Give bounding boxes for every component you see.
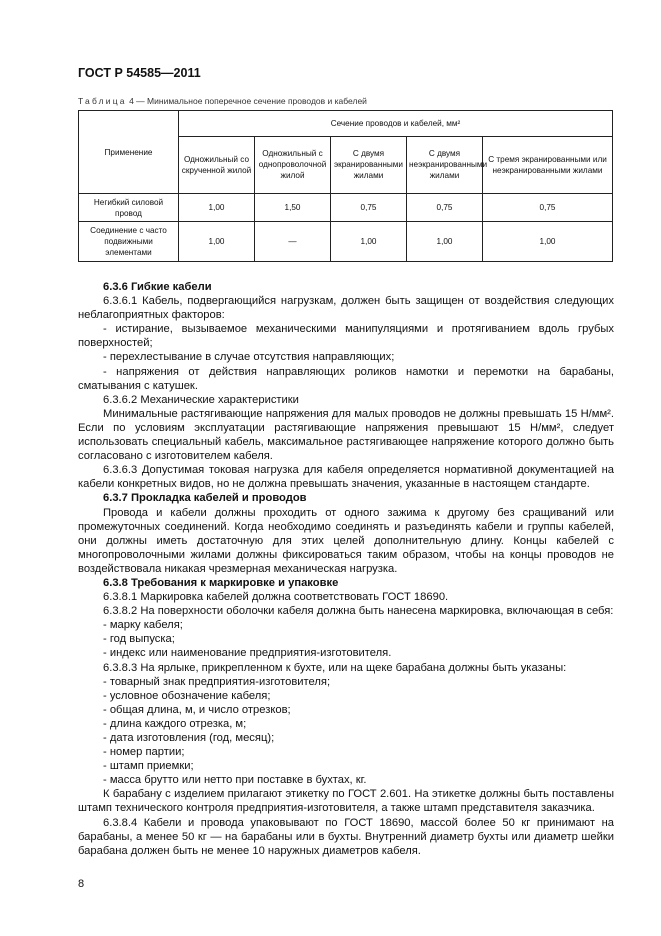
- paragraph: 6.3.8.2 На поверхности оболочки кабеля должна быть нанесена маркировка, включающая в себя:: [103, 605, 614, 618]
- column-header: С двумя экранированными жилами: [331, 136, 407, 193]
- table-row: [79, 194, 613, 222]
- row-application: Негибкий силовой провод: [79, 194, 179, 222]
- table-cell: 1,00: [331, 222, 407, 262]
- column-header: Одножильный со скрученной жилой: [179, 136, 255, 193]
- column-header-application: Применение: [79, 111, 179, 194]
- column-header: Одножильный с однопроволочной жилой: [255, 136, 331, 193]
- paragraph: Минимальные растягивающие напряжения для малых проводов не должны превышать 15 Н/мм². Если по условиям эксплуатации растягивающие напряжения превышают 15 Н/мм², следует использовать специальный кабель, максимальное растягивающее напряжение которого должно быть согласовано с изготовителем кабеля.: [78, 407, 614, 463]
- table-header-row: [79, 111, 613, 137]
- paragraph: 6.3.6.2 Механические характеристики: [103, 393, 299, 406]
- table-cell: 1,00: [179, 222, 255, 262]
- list-item: - марку кабеля;: [103, 619, 183, 632]
- list-item: - условное обозначение кабеля;: [103, 689, 271, 702]
- paragraph: 6.3.8.1 Маркировка кабелей должна соответствовать ГОСТ 18690.: [103, 591, 449, 604]
- paragraph: 6.3.6.3 Допустимая токовая нагрузка для кабеля определяется нормативной документацией на кабели конкретных видов, но не должна превышать значения, указанные в настоящем стандарте.: [78, 464, 614, 491]
- paragraph: 6.3.6.1 Кабель, подвергающийся нагрузкам, должен быть защищен от воздействия следующих неблагоприятных факторов:: [78, 295, 614, 322]
- list-item: - истирание, вызываемое механическими манипуляциями и протягиванием вдоль грубых поверхностей;: [78, 323, 614, 350]
- section-heading: 6.3.8 Требования к маркировке и упаковке: [103, 576, 339, 589]
- page-header: ГОСТ Р 54585—2011: [78, 66, 201, 80]
- table-row: [79, 222, 613, 262]
- list-item: - номер партии;: [103, 746, 185, 759]
- table-cell: 0,75: [407, 194, 483, 222]
- page-number: 8: [78, 878, 85, 890]
- list-item: - штамп приемки;: [103, 760, 194, 773]
- wire-section-table: [78, 110, 613, 262]
- row-application: Соединение с часто подвижными элементами: [79, 222, 179, 262]
- column-header-section: Сечение проводов и кабелей, мм²: [179, 111, 613, 137]
- column-header: С двумя неэкранированными жилами: [407, 136, 483, 193]
- section-heading: 6.3.7 Прокладка кабелей и проводов: [103, 492, 307, 505]
- list-item: - длина каждого отрезка, м;: [103, 717, 247, 730]
- list-item: - товарный знак предприятия-изготовителя;: [103, 675, 331, 688]
- list-item: - напряжения от действия направляющих роликов намотки и перемотки на барабаны, сматывания с катушек.: [78, 365, 614, 392]
- table-cell: 1,00: [407, 222, 483, 262]
- table-cell: 0,75: [331, 194, 407, 222]
- list-item: - дата изготовления (год, месяц);: [103, 732, 275, 744]
- section-heading: 6.3.6 Гибкие кабели: [103, 281, 212, 293]
- list-item: - перехлестывание в случае отсутствия направляющих;: [103, 351, 395, 364]
- table-cell: 0,75: [483, 194, 613, 222]
- table-cell: 1,00: [483, 222, 613, 262]
- table-cell: —: [255, 222, 331, 262]
- table-cell: 1,00: [179, 194, 255, 222]
- list-item: - индекс или наименование предприятия-изготовителя.: [103, 647, 392, 660]
- table-caption-text: 4 — Минимальное поперечное сечение проводов и кабелей: [126, 96, 367, 106]
- paragraph: Провода и кабели должны проходить от одного зажима к другому без сращиваний или промежуточных соединений. Когда необходимо соединять и разъединять кабели и группы кабелей, они должны иметь достаточную для этих целей дополнительную длину. Концы кабелей с многопроволочными жилами должны фиксироваться таким образом, чтобы на концы проводов не воздействовала никакая чрезмерная механическая нагрузка.: [78, 506, 614, 575]
- column-header: С тремя экранированными или неэкранированными жилами: [483, 136, 613, 193]
- paragraph: К барабану с изделием прилагают этикетку по ГОСТ 2.601. На этикетке должны быть поставлены штамп технического контроля предприятия-изготовителя, а также штамп представителя заказчика.: [78, 788, 614, 815]
- list-item: - год выпуска;: [103, 633, 175, 646]
- paragraph: 6.3.8.3 На ярлыке, прикрепленном к бухте, или на щеке барабана должны быть указаны:: [103, 661, 567, 674]
- table-caption-label: Таблица: [78, 96, 127, 106]
- list-item: - общая длина, м, и число отрезков;: [103, 703, 291, 716]
- list-item: - масса брутто или нетто при поставке в бухтах, кг.: [103, 774, 367, 787]
- table-cell: 1,50: [255, 194, 331, 222]
- table-caption: [78, 96, 367, 106]
- paragraph: 6.3.8.4 Кабели и провода упаковывают по ГОСТ 18690, массой более 50 кг принимают на барабаны, а менее 50 кг — на барабаны или в бухты. Внутренний диаметр бухты или диаметр шейки барабана должен быть не менее 10 наружных диаметров кабеля.: [78, 816, 614, 857]
- body-text: [78, 280, 614, 858]
